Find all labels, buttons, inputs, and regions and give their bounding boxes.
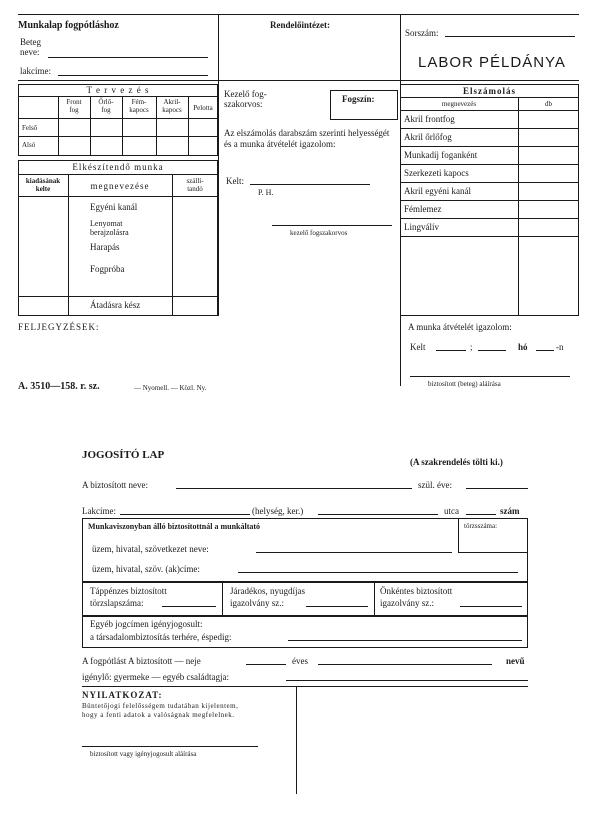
doctor-sign-line[interactable] (272, 225, 392, 226)
receipt-month-field[interactable] (478, 350, 506, 351)
company-name-field[interactable] (256, 552, 452, 553)
acc-v1 (518, 97, 519, 316)
employer-v1 (458, 518, 459, 552)
accounting-row-line (400, 218, 579, 219)
accounting-row-line (400, 236, 579, 237)
accounting-item: Akril frontfog (404, 114, 455, 124)
work-item-tryin: Fogpróba (90, 264, 125, 274)
claims-field[interactable] (286, 680, 528, 681)
address-label: lakcíme: (20, 66, 51, 76)
work-v2 (172, 174, 173, 316)
work-col-name: megnevezése (90, 181, 150, 191)
social-insurance-label: a társadalombiztosítás terhére, éspedig: (90, 632, 232, 642)
serial-label: Sorszám: (405, 28, 439, 38)
notes-label: FELJEGYZÉSEK: (18, 322, 100, 332)
annuity-label: Járadékos, nyugdíjas igazolvány sz.: (230, 586, 305, 608)
employer-header: Munkaviszonyban álló biztosítottnál a munkáltató (88, 522, 261, 531)
annuity-field[interactable] (306, 606, 368, 607)
planning-col-metal-clasp: Fém- kapocs (129, 98, 149, 114)
signature-line[interactable] (82, 746, 258, 747)
employer-h1 (458, 552, 528, 553)
name-suffix-label: nevű (506, 656, 525, 666)
declaration-top-line (82, 686, 528, 687)
serial-field[interactable] (445, 36, 575, 37)
receipt-label: A munka átvételét igazolom: (408, 322, 512, 332)
accounting-row-line (400, 200, 579, 201)
voluntary-field[interactable] (460, 606, 522, 607)
row-divider (18, 80, 579, 81)
planning-header: T e r v e z é s (86, 85, 150, 95)
claimant-name-field[interactable] (318, 664, 492, 665)
other-entitlement-label: Egyéb jogcímen igényjogosult: (90, 619, 203, 629)
planning-col-front: Front fog (66, 98, 82, 114)
tooth-color-label: Fogszín: (342, 94, 375, 104)
work-col-deliver: szállí- tandó (186, 177, 204, 193)
work-col-line (18, 196, 218, 197)
institution-label: Rendelőintézet: (270, 20, 330, 30)
accounting-row-line (400, 182, 579, 183)
print-code: A. 3510—158. r. sz. (18, 381, 100, 392)
claims-label: igénylő: gyermeke — egyéb családtagja: (82, 672, 229, 682)
planning-col-acryl-clasp: Akril- kapocs (162, 98, 182, 114)
planning-col-pelotta: Pelotta (193, 104, 213, 112)
insured-sign-line[interactable] (410, 376, 570, 377)
worksheet-title: Munkalap fogpótláshoz (18, 20, 119, 31)
accounting-item: Szerkezeti kapocs (404, 168, 469, 178)
treating-doctor-label: Kezelő fog- szakorvos: (224, 89, 267, 109)
birth-year-field[interactable] (466, 488, 528, 489)
number-field[interactable] (466, 514, 496, 515)
patient-name-field[interactable] (48, 57, 208, 58)
ph-label: P. H. (258, 188, 274, 197)
voluntary-label: Önkéntes biztosított igazolvány sz.: (380, 586, 453, 608)
acc-col-qty: db (545, 100, 552, 108)
acc-col-name: megnevezés (441, 100, 477, 108)
locality-field[interactable] (120, 514, 250, 515)
company-name-label: üzem, hivatal, szövetkezet neve: (92, 544, 209, 554)
accounting-header: Elszámolás (462, 86, 516, 96)
accounting-item: Munkadíj foganként (404, 150, 478, 160)
residence-label: Lakcíme: (82, 506, 116, 516)
printer-info: — Nyomell. — Közl. Ny. (134, 384, 207, 392)
frame-top (18, 14, 579, 15)
statement-text: Az elszámolás darabszám szerinti helyességét és a munka átvételét igazolom: (224, 128, 390, 149)
divider-1 (218, 14, 219, 316)
years-label: éves (292, 656, 308, 666)
accounting-row-line (400, 164, 579, 165)
planning-row-lower: Alsó (22, 141, 36, 149)
receipt-year-field[interactable] (436, 350, 466, 351)
date-field[interactable] (250, 184, 370, 185)
declaration-title: NYILATKOZAT: (82, 690, 163, 700)
company-address-label: üzem, hivatal, szöv. (ak)címe: (92, 564, 200, 574)
planning-col-molar: Őrlő- fog (98, 98, 114, 114)
locality-label: (helység, ker.) (252, 506, 304, 516)
acc-col-line (400, 110, 579, 111)
insured-sign-label: biztosított (beteg) aláírása (428, 380, 501, 388)
work-header-line (18, 174, 218, 175)
birth-year-label: szül. éve: (418, 480, 452, 490)
insurance-v2 (374, 582, 375, 616)
insurance-v1 (222, 582, 223, 616)
declaration-text: Büntetőjogi felelősségem tudatában kijelentem, hogy a fenti adatok a valóságnak megfelelnek. (82, 702, 239, 719)
social-insurance-field[interactable] (288, 640, 522, 641)
sick-pay-label: Táppénzes biztosított törzslapszáma: (90, 586, 167, 608)
accounting-item: Akril egyéni kanál (404, 186, 471, 196)
accounting-item: Lingválív (404, 222, 439, 232)
receipt-day-field[interactable] (536, 350, 554, 351)
receipt-month-label: hó (518, 342, 528, 352)
work-v1 (68, 174, 69, 316)
work-item-ready: Átadásra kész (90, 300, 141, 310)
declaration-divider (296, 686, 297, 794)
entitlement-title: JOGOSÍTÓ LAP (82, 449, 165, 461)
receipt-date-label: Kelt (410, 342, 426, 352)
work-row-line (18, 296, 218, 297)
patient-name-label: Beteg neve: (20, 37, 41, 57)
signature-label: biztosított vagy igényjogosult aláírása (90, 750, 197, 758)
company-address-field[interactable] (238, 572, 518, 573)
sick-pay-field[interactable] (162, 606, 216, 607)
number-label: szám (500, 506, 520, 516)
doctor-sign-label: kezelő fogszakorvos (290, 229, 348, 237)
receipt-day-label: -n (556, 342, 564, 352)
acc-header-line (400, 97, 579, 98)
street-field[interactable] (318, 514, 438, 515)
date-label: Kelt: (226, 176, 244, 186)
street-label: utca (444, 506, 459, 516)
insured-name-field[interactable] (176, 488, 412, 489)
accounting-row-line (400, 128, 579, 129)
work-item-bite: Harapás (90, 242, 120, 252)
age-field[interactable] (246, 664, 286, 665)
work-item-tray: Egyéni kanál (90, 202, 138, 212)
address-field[interactable] (58, 75, 208, 76)
work-header: Elkészítendő munka (72, 162, 164, 172)
insured-name-label: A biztosított neve: (82, 480, 148, 490)
prosthesis-label: A fogpótlást A biztosított — neje (82, 656, 201, 666)
work-col-issue-date: kiadásának kelte (25, 177, 61, 193)
registry-number-label: törzsszáma: (464, 522, 498, 530)
work-item-impression: Lenyomat berajzolásra (90, 219, 129, 237)
accounting-row-line (400, 146, 579, 147)
lab-copy-stamp: LABOR PÉLDÁNYA (418, 54, 566, 71)
entitlement-subtitle: (A szakrendelés tölti ki.) (410, 457, 503, 467)
accounting-item: Akril őrlőfog (404, 132, 452, 142)
accounting-item: Fémlemez (404, 204, 442, 214)
planning-row-upper: Felső (22, 124, 38, 132)
